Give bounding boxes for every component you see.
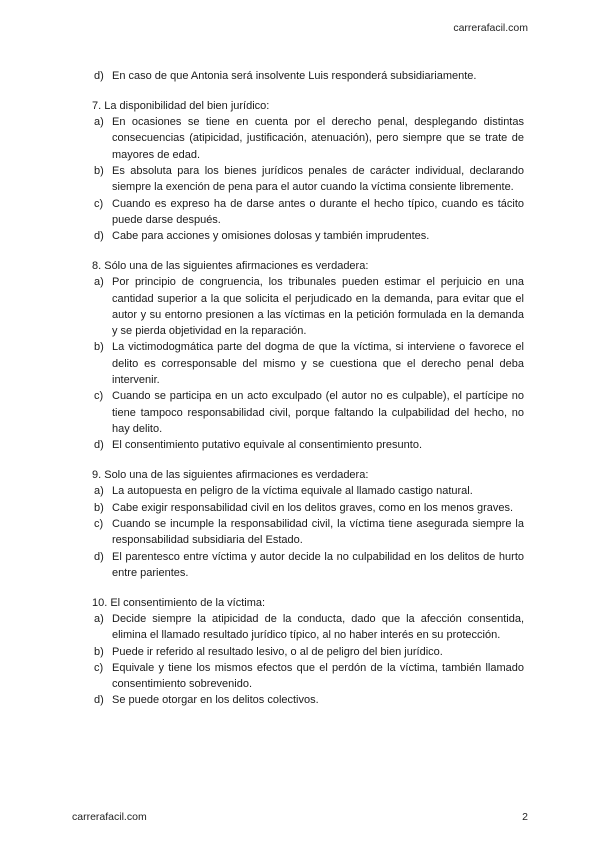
option-letter: d) bbox=[94, 550, 104, 563]
list-item bbox=[92, 483, 524, 499]
question-8 bbox=[92, 258, 524, 454]
page-number: 2 bbox=[522, 811, 528, 823]
option-text: Puede ir referido al resultado lesivo, o al de peligro del bien jurídico. bbox=[112, 645, 443, 658]
option-text: Se puede otorgar en los delitos colectivos. bbox=[112, 694, 319, 707]
option-text: Cuando se incumple la responsabilidad civil, la víctima tiene asegurada siempre la responsabilidad subsidiaria del Estado. bbox=[112, 517, 524, 547]
list-item bbox=[92, 163, 524, 196]
question-title: 7. La disponibilidad del bien jurídico: bbox=[92, 99, 270, 112]
option-letter: d) bbox=[94, 70, 104, 82]
option-letter: d) bbox=[94, 694, 104, 707]
list-item bbox=[92, 500, 524, 516]
list-item bbox=[92, 644, 524, 660]
list-item bbox=[92, 274, 524, 339]
list-item bbox=[92, 437, 524, 453]
question-9 bbox=[92, 467, 524, 581]
option-letter: b) bbox=[94, 164, 104, 177]
question-title: 8. Sólo una de las siguientes afirmaciones es verdadera: bbox=[92, 259, 369, 272]
option-text: En caso de que Antonia será insolvente Luis responderá subsidiariamente. bbox=[112, 70, 477, 82]
question-title: 10. El consentimiento de la víctima: bbox=[92, 596, 266, 609]
option-letter: c) bbox=[94, 197, 104, 210]
option-letter: b) bbox=[94, 645, 104, 658]
list-item bbox=[92, 68, 524, 84]
option-letter: c) bbox=[94, 661, 104, 674]
option-letter: b) bbox=[94, 341, 104, 354]
option-text: Cabe exigir responsabilidad civil en los delitos graves, como en los menos graves. bbox=[112, 501, 514, 514]
option-letter: b) bbox=[94, 501, 104, 514]
option-text: Por principio de congruencia, los tribunales pueden estimar el perjuicio en una cantidad superior a la que solicita el perjudicado en la demanda, para evitar que el autor y su entorno presionen a las víctimas en la petición formulada en la demanda y se pierda objetividad en la reparación. bbox=[112, 276, 524, 338]
option-text: La autopuesta en peligro de la víctima equivale al llamado castigo natural. bbox=[112, 485, 473, 498]
option-text: Es absoluta para los bienes jurídicos penales de carácter individual, declarando siempre la exención de pena para el autor cuando la víctima consiente libremente. bbox=[112, 164, 524, 194]
option-text: En ocasiones se tiene en cuenta por el derecho penal, desplegando distintas consecuencias (atipicidad, justificación, atenuación), pero siempre que se trate de mayores de edad. bbox=[112, 116, 524, 161]
list-item bbox=[92, 114, 524, 163]
question-7 bbox=[92, 98, 524, 245]
option-letter: a) bbox=[94, 485, 104, 498]
list-item bbox=[92, 549, 524, 582]
option-letter: c) bbox=[94, 390, 104, 403]
option-letter: d) bbox=[94, 230, 104, 243]
question-10 bbox=[92, 595, 524, 709]
option-text: Equivale y tiene los mismos efectos que el perdón de la víctima, también llamado consentimiento sobrevenido. bbox=[112, 661, 524, 691]
option-letter: c) bbox=[94, 517, 104, 530]
header-site-name: carrerafacil.com bbox=[453, 22, 528, 34]
list-item bbox=[92, 196, 524, 229]
option-letter: a) bbox=[94, 612, 104, 625]
option-text: Cuando es expreso ha de darse antes o durante el hecho típico, cuando es tácito puede darse después. bbox=[112, 197, 524, 226]
option-text: El consentimiento putativo equivale al consentimiento presunto. bbox=[112, 439, 423, 452]
option-letter: d) bbox=[94, 439, 104, 452]
list-item bbox=[92, 388, 524, 437]
list-item bbox=[92, 692, 524, 708]
option-text: Cabe para acciones y omisiones dolosas y también imprudentes. bbox=[112, 230, 430, 243]
list-item bbox=[92, 516, 524, 549]
question-title: 9. Solo una de las siguientes afirmaciones es verdadera: bbox=[92, 469, 369, 482]
option-text: El parentesco entre víctima y autor decide la no culpabilidad en los delitos de hurto entre parientes. bbox=[112, 550, 524, 579]
option-letter: a) bbox=[94, 276, 104, 289]
footer-site-name: carrerafacil.com bbox=[72, 811, 147, 823]
option-text: Decide siempre la atipicidad de la conducta, dado que la afección consentida, elimina el llamado resultado jurídico típico, al no haber interés en su protección. bbox=[112, 612, 524, 642]
lead-option-block bbox=[92, 68, 524, 84]
list-item bbox=[92, 339, 524, 388]
document-body bbox=[92, 68, 524, 722]
list-item bbox=[92, 660, 524, 693]
option-text: Cuando se participa en un acto exculpado (el autor no es culpable), el partícipe no tiene tampoco responsabilidad civil, porque faltando la culpabilidad del hecho, no hay delito. bbox=[112, 390, 524, 435]
option-letter: a) bbox=[94, 116, 104, 129]
list-item bbox=[92, 611, 524, 644]
option-text: La victimodogmática parte del dogma de que la víctima, si interviene o favorece el delito es corresponsable del mismo y se cuestiona que el derecho penal deba intervenir. bbox=[112, 341, 524, 387]
list-item bbox=[92, 228, 524, 244]
